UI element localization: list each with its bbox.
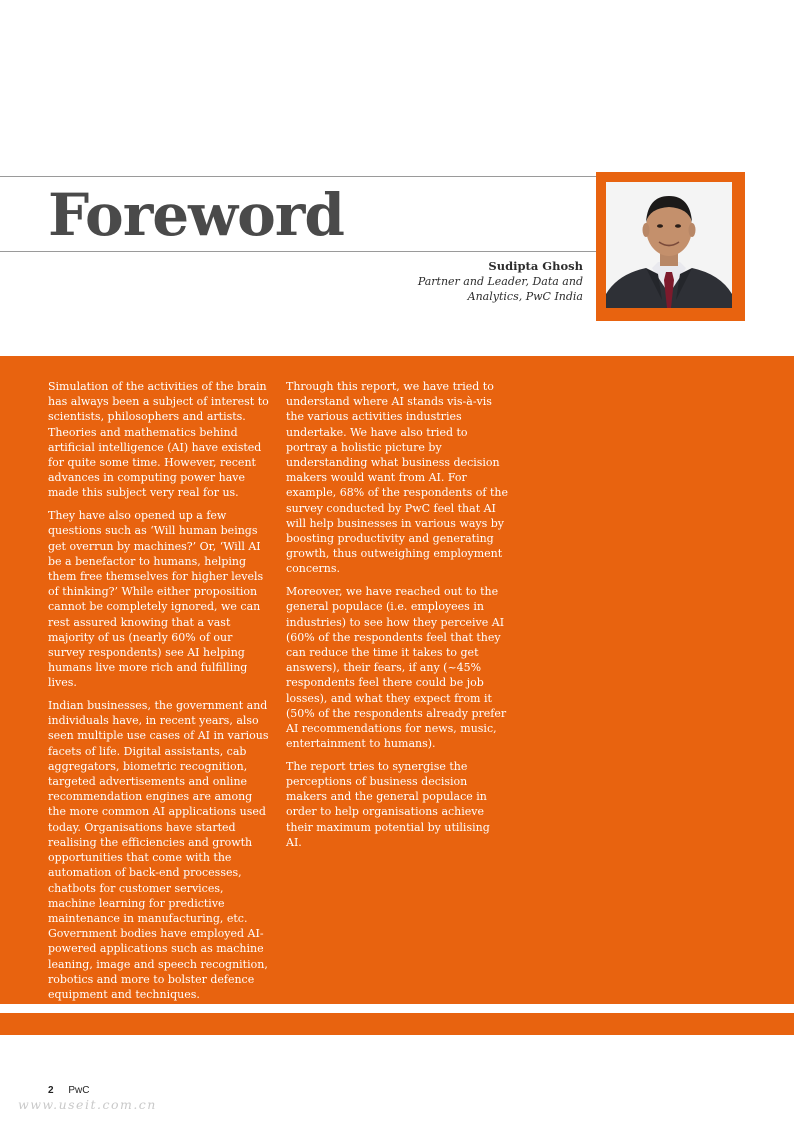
watermark: www.useit.com.cn [18, 1097, 157, 1112]
header-top-rule [0, 176, 600, 177]
author-portrait [606, 182, 732, 308]
author-role-line1: Partner and Leader, Data and [417, 275, 583, 288]
author-name: Sudipta Ghosh [488, 259, 583, 273]
footer-accent-strip [0, 1013, 794, 1035]
body-paragraph: Indian businesses, the government and individuals have, in recent years, also seen multiple use cases of AI in various facets of life. Digital assistants, cab aggregators, biometric recognition, targeted advertisements and online recommendation engines are among the more common AI applications used today. Organisations have started realising the efficiencies and growth opportunities that come with the automation of back-end processes, chatbots for customer services, machine learning for predictive maintenance in manufacturing, etc. Government bodies have employed AI-powered applications such as machine leaning, image and speech recognition, robotics and more to bolster defence equipment and techniques. [48, 699, 269, 1001]
body-paragraph: They have also opened up a few questions such as ‘Will human beings get overrun by machines?’ Or, ‘Will AI be a benefactor to humans, helping them free themselves for higher levels of thinking?’ While either proposition cannot be completely ignored, we can rest assured knowing that a vast majority of us (nearly 60% of our survey respondents) see AI helping humans live more rich and fulfilling lives. [48, 509, 264, 690]
header-bottom-rule [0, 251, 600, 252]
page-number: 2 [48, 1085, 54, 1096]
body-paragraph: Simulation of the activities of the brain has always been a subject of interest to scientists, philosophers and artists. Theories and mathematics behind artificial intelligence (AI) have existed for quite some time. However, recent advances in computing power have made this subject very real for us. [48, 380, 269, 500]
footer-brand: PwC [68, 1085, 90, 1096]
body-column-right [286, 379, 508, 858]
author-role-line2: Analytics, PwC India [467, 290, 583, 303]
body-column-left [48, 379, 270, 1010]
body-paragraph: The report tries to synergise the perceptions of business decision makers and the general populace in order to help organisations achieve their maximum potential by utilising AI. [286, 759, 490, 849]
body-paragraph: Moreover, we have reached out to the general populace (i.e. employees in industries) to see how they perceive AI (60% of the respondents feel that they can reduce the time it takes to get answers), their fears, if any (~45% respondents feel there could be job losses), and what they expect from it (50% of the respondents already prefer AI recommendations for news, music, entertainment to humans). [286, 585, 507, 751]
author-block [418, 258, 583, 304]
portrait-frame [596, 172, 745, 321]
person-portrait-icon [606, 182, 732, 308]
body-paragraph: Through this report, we have tried to understand where AI stands vis-à-vis the various activities industries undertake. We have also tried to portray a holistic picture by understanding what business decision makers would want from AI. For example, 68% of the respondents of the survey conducted by PwC feel that AI will help businesses in various ways by boosting productivity and generating growth, thus outweighing employment concerns. [286, 380, 508, 576]
page-title: Foreword [48, 181, 344, 249]
page-footer [48, 1085, 89, 1096]
